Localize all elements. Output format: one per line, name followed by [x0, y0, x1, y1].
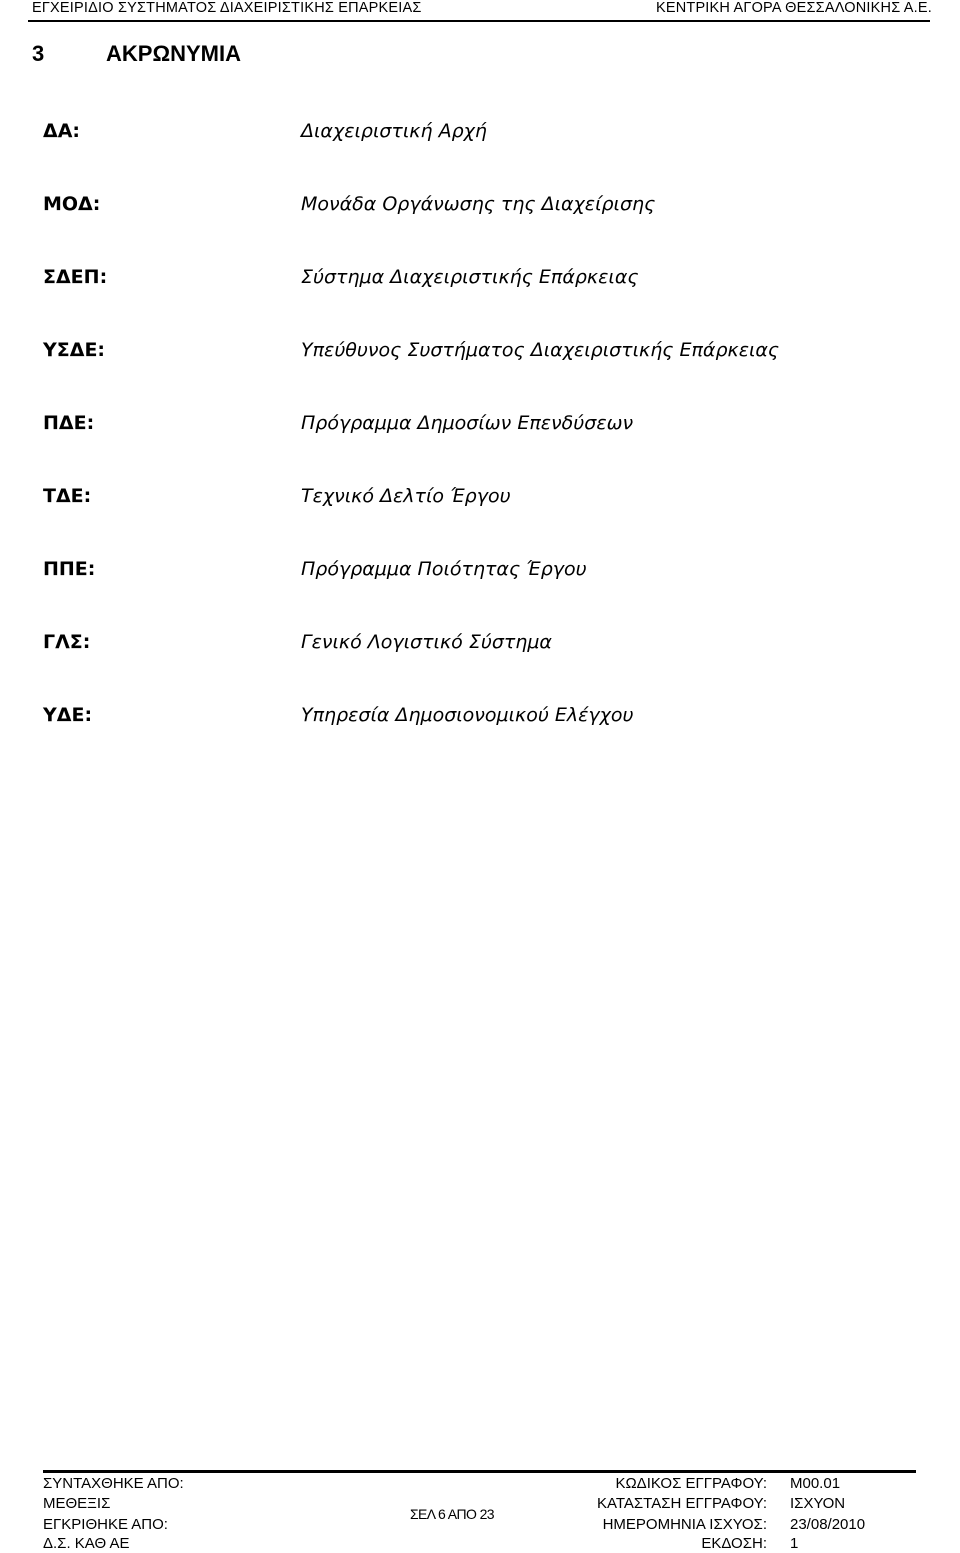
acronym-row: [0, 117, 960, 190]
composed-by-label: ΣΥΝΤΑΧΘΗΚΕ ΑΠΟ:: [43, 1475, 184, 1492]
acronym-definition: Μονάδα Οργάνωσης της Διαχείρισης: [301, 193, 656, 215]
page-footer: [0, 1468, 960, 1551]
section-title: ΑΚΡΩΝΥΜΙΑ: [106, 41, 241, 66]
doc-status-value: ΙΣΧΥΟΝ: [790, 1495, 846, 1512]
section-number: 3: [32, 41, 45, 66]
organization-name: ΚΕΝΤΡΙΚΗ ΑΓΟΡΑ ΘΕΣΣΑΛΟΝΙΚΗΣ Α.Ε.: [655, 0, 932, 16]
acronym-definition: Υπηρεσία Δημοσιονομικού Ελέγχου: [301, 704, 634, 726]
doc-code-label: ΚΩΔΙΚΟΣ ΕΓΓΡΑΦΟΥ:: [615, 1475, 767, 1492]
acronym-definition: Τεχνικό Δελτίο Έργου: [301, 485, 511, 507]
edition-value: 1: [790, 1535, 799, 1552]
doc-status-label: ΚΑΤΑΣΤΑΣΗ ΕΓΓΡΑΦΟΥ:: [596, 1495, 767, 1512]
acronym-term: ΠΔΕ:: [43, 412, 95, 434]
header-divider: [28, 20, 930, 22]
page-header: [0, 0, 960, 30]
acronym-row: [0, 336, 960, 409]
acronym-definition: Υπεύθυνος Συστήματος Διαχειριστικής Επάρκειας: [301, 339, 780, 361]
composed-by-value: ΜΕΘΕΞΙΣ: [43, 1495, 111, 1512]
acronym-row: [0, 263, 960, 336]
acronym-term: ΠΠΕ:: [43, 558, 96, 580]
acronym-definition: Σύστημα Διαχειριστικής Επάρκειας: [301, 266, 639, 288]
effective-date-value: 23/08/2010: [790, 1516, 866, 1533]
acronym-term: ΓΛΣ:: [43, 631, 91, 653]
acronym-row: [0, 190, 960, 263]
acronym-term: ΔΑ:: [43, 120, 81, 142]
effective-date-label: ΗΜΕΡΟΜΗΝΙΑ ΙΣΧΥΟΣ:: [602, 1516, 767, 1533]
approved-by-value: Δ.Σ. ΚΑΘ ΑΕ: [43, 1535, 130, 1552]
approved-by-label: ΕΓΚΡΙΘΗΚΕ ΑΠΟ:: [43, 1516, 168, 1533]
acronym-list: [0, 117, 960, 774]
acronym-definition: Γενικό Λογιστικό Σύστημα: [301, 631, 552, 653]
acronym-definition: Πρόγραμμα Ποιότητας Έργου: [301, 558, 587, 580]
acronym-term: ΥΣΔΕ:: [43, 339, 106, 361]
doc-code-value: Μ00.01: [790, 1475, 841, 1492]
footer-divider: [43, 1470, 916, 1473]
acronym-row: [0, 701, 960, 774]
acronym-row: [0, 628, 960, 701]
acronym-definition: Πρόγραμμα Δημοσίων Επενδύσεων: [301, 412, 634, 434]
manual-title: ΕΓΧΕΙΡΙΔΙΟ ΣΥΣΤΗΜΑΤΟΣ ΔΙΑΧΕΙΡΙΣΤΙΚΗΣ ΕΠΑΡΚΕΙΑΣ: [32, 0, 422, 16]
acronym-row: [0, 555, 960, 628]
acronym-row: [0, 409, 960, 482]
acronym-term: ΤΔΕ:: [43, 485, 92, 507]
edition-label: ΕΚΔΟΣΗ:: [701, 1535, 767, 1552]
section-heading: [32, 38, 241, 70]
acronym-definition: Διαχειριστική Αρχή: [301, 120, 487, 142]
acronym-term: ΜΟΔ:: [43, 193, 101, 215]
acronym-term: ΣΔΕΠ:: [43, 266, 108, 288]
acronym-term: ΥΔΕ:: [43, 704, 93, 726]
acronym-row: [0, 482, 960, 555]
page-number: ΣΕΛ 6 ΑΠΟ 23: [410, 1506, 494, 1522]
